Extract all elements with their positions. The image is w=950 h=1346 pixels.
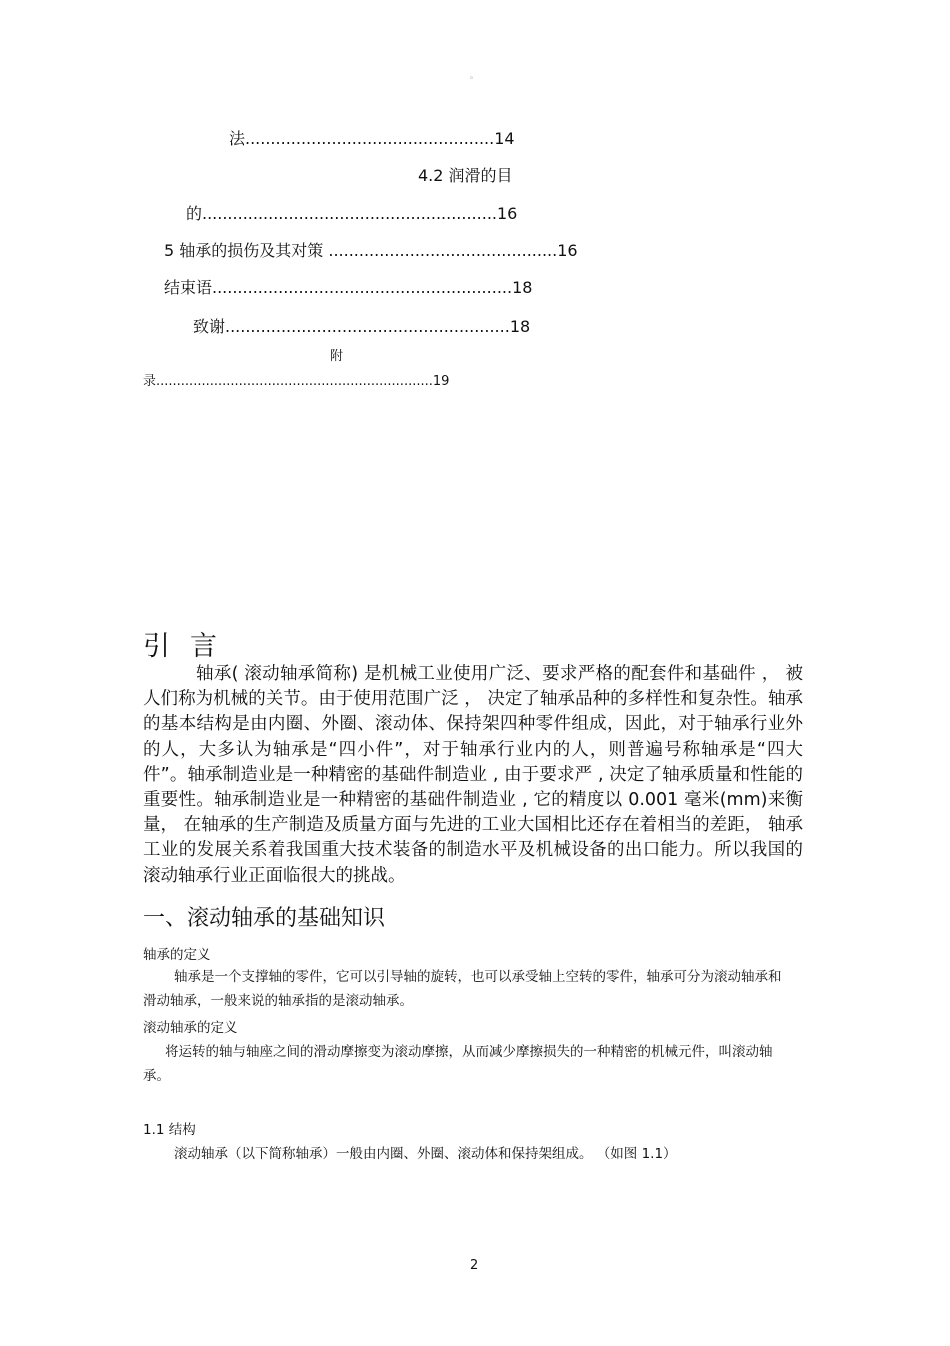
section-heading: 一、滚动轴承的基础知识 xyxy=(143,906,386,931)
intro-heading: 引言 xyxy=(143,631,237,662)
page-number: 2 xyxy=(470,1258,479,1273)
toc-entry: 致谢........................................................18 xyxy=(193,317,531,336)
intro-paragraph: 轴承( 滚动轴承简称) 是机械工业使用广泛、要求严格的配套件和基础件 ， 被人们称为机械的关节。由于使用范围广泛 ， 决定了轴承品种的多样性和复杂性。轴承的基本结构是由内圈、外圈、滚动体、保持架四种零件组成，因此，对于轴承行业外的人，大多认为轴承是“四小件”，对于轴承行业内的人，则普遍号称轴承是“四大件”。轴承制造业是一种精密的基础件制造业 , 由于要求严 , 决定了轴承质量和性能的重要性。轴承制造业是一种精密的基础件制造业 , 它的精度以 0.001 毫米(mm)来衡量， 在轴承的生产制造及质量方面与先进的工业大国相比还存在着相当的差距， 轴承工业的发展关系着我国重大技术装备的制造水平及机械设备的出口能力。所以我国的滚动轴承行业正面临很大的挑战。 xyxy=(143,664,803,886)
subsection-text: 滚动轴承（以下简称轴承）一般由内圈、外圈、滚动体和保持架组成。 （如图 1.1） xyxy=(174,1146,677,1162)
toc-entry: 录...................................................................19 xyxy=(143,374,450,389)
subsection-heading: 1.1 结构 xyxy=(143,1122,196,1138)
toc-entry: 5 轴承的损伤及其对策 .............................................16 xyxy=(164,241,578,260)
definition-text: 轴承是一个支撑轴的零件，它可以引导轴的旋转，也可以承受轴上空转的零件，轴承可分为滚动轴承和滑动轴承，一般来说的轴承指的是滚动轴承。 xyxy=(143,969,782,1009)
definition-text: 将运转的轴与轴座之间的滑动摩擦变为滚动摩擦，从而减少摩擦损失的一种精密的机械元件，叫滚动轴承。 xyxy=(143,1044,773,1084)
definition-title: 轴承的定义 xyxy=(143,947,211,963)
toc-entry: 的..........................................................16 xyxy=(186,204,518,223)
top-mark: 。 xyxy=(470,71,478,80)
definition-title: 滚动轴承的定义 xyxy=(143,1020,238,1036)
toc-entry: 法.................................................14 xyxy=(229,129,515,148)
toc-entry: 4.2 润滑的目 xyxy=(418,166,513,185)
toc-entry: 结束语...........................................................18 xyxy=(164,278,533,297)
toc-entry: 附 xyxy=(330,349,344,364)
